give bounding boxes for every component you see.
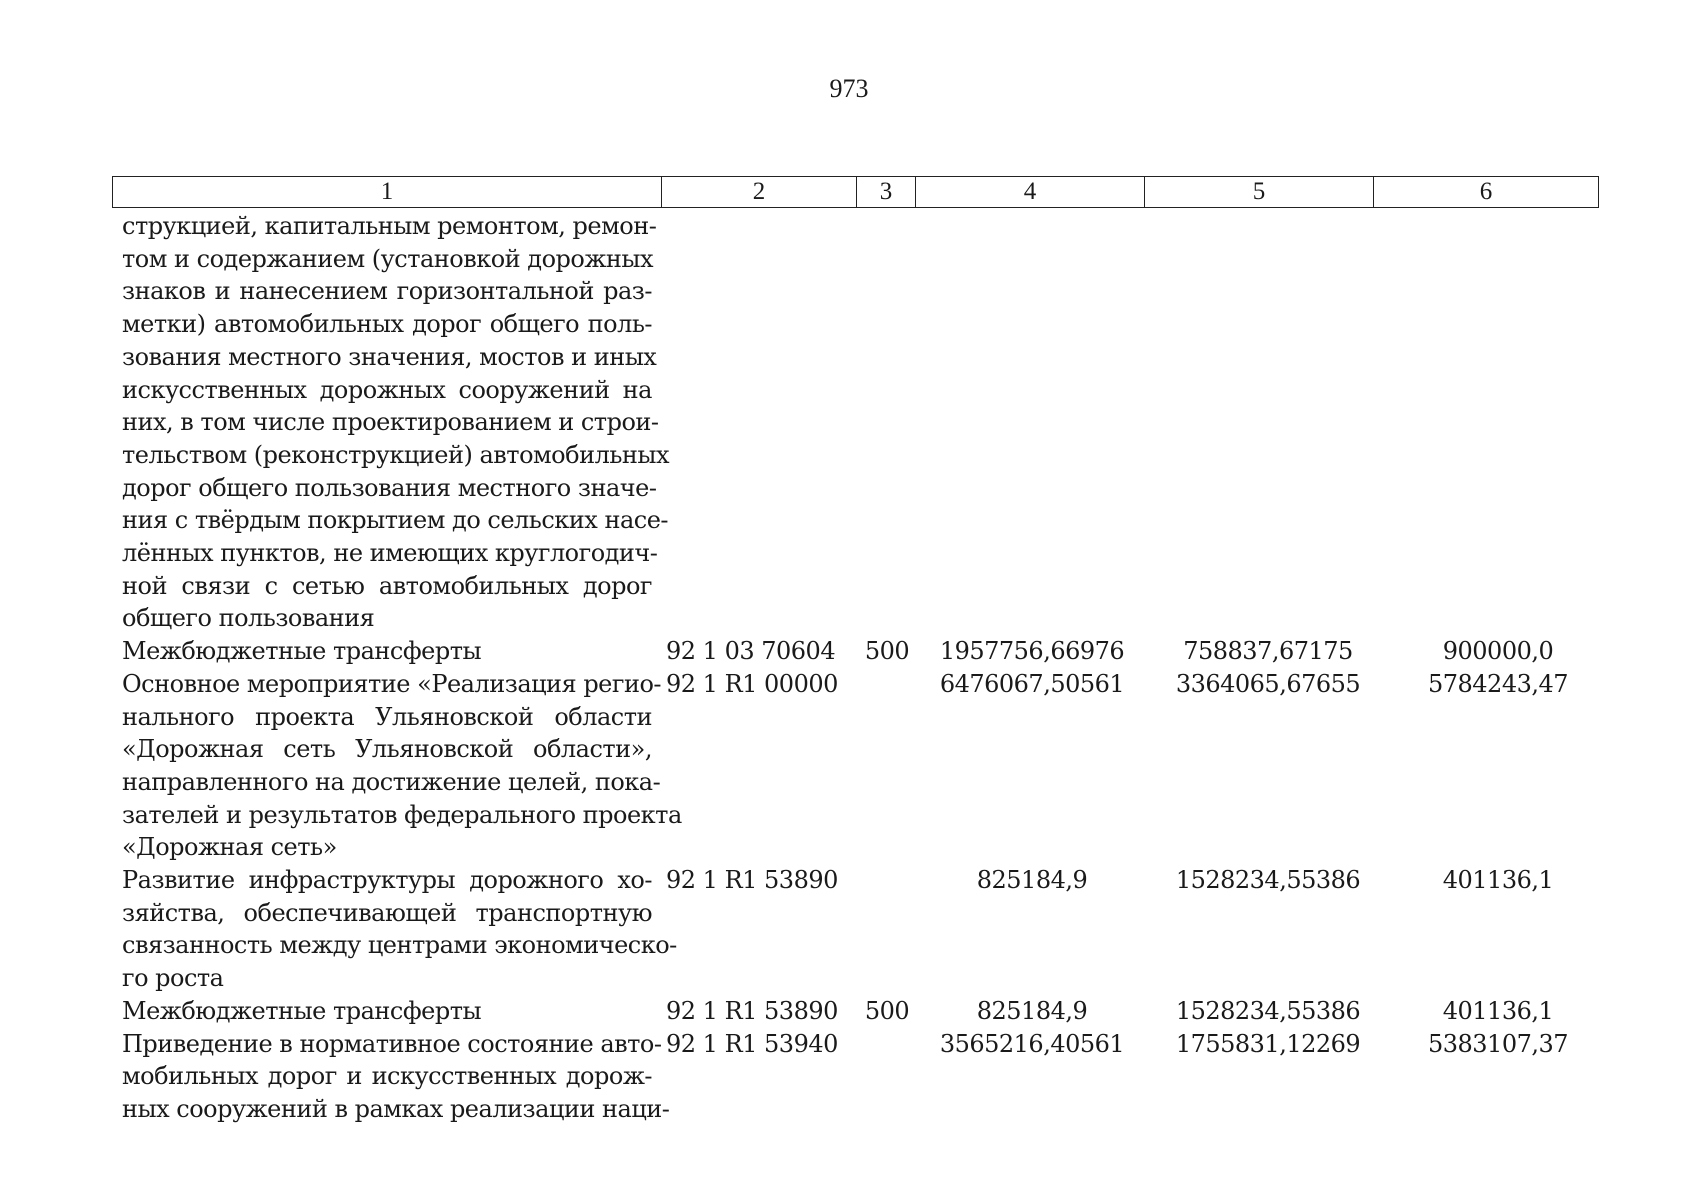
row-value-6: 401136,1: [1442, 866, 1554, 895]
row-value-4: 1957756,66976: [939, 637, 1125, 666]
budget-table-body: [112, 210, 1612, 1126]
description-line: зования местного значения, мостов и иных: [122, 342, 657, 371]
description-line: Межбюджетные трансферты: [122, 637, 482, 666]
table-row: [112, 210, 1612, 635]
description-line: связанность между центрами экономическо-: [122, 931, 677, 960]
row-code: 92 1 R1 53940: [666, 1029, 838, 1058]
row-value-6: 900000,0: [1442, 637, 1554, 666]
table-row: [112, 668, 1612, 864]
description-line: Развитие инфраструктуры дорожного хо-: [122, 866, 652, 895]
description-line: зателей и результатов федерального проекта: [122, 800, 682, 829]
row-value-4: 6476067,50561: [939, 669, 1125, 698]
column-header-4: 4: [916, 177, 1145, 208]
column-header-2: 2: [662, 177, 857, 208]
row-description: [112, 995, 652, 1028]
row-value-4: 825184,9: [976, 866, 1088, 895]
description-line: искусственных дорожных сооружений на: [122, 375, 652, 404]
table-row: [112, 635, 1612, 668]
column-header-row: [113, 177, 1599, 208]
row-value-5: 1528234,55386: [1175, 996, 1361, 1025]
row-expense-type: 500: [864, 996, 910, 1025]
description-line: зяйства, обеспечивающей транспортную: [122, 898, 652, 927]
row-description: [112, 668, 682, 864]
description-line: лённых пунктов, не имеющих круглогодич-: [122, 539, 658, 568]
table-row: [112, 864, 1612, 995]
row-description: [112, 1028, 670, 1126]
description-line: струкцией, капитальным ремонтом, ремон-: [122, 212, 657, 240]
description-line: Межбюджетные трансферты: [122, 996, 482, 1025]
row-value-5: 1755831,12269: [1175, 1029, 1361, 1058]
description-line: знаков и нанесением горизонтальной раз-: [122, 277, 652, 306]
row-value-5: 758837,67175: [1183, 637, 1353, 666]
row-code: 92 1 03 70604: [666, 637, 836, 666]
row-value-6: 5784243,47: [1427, 669, 1569, 698]
row-description: [112, 864, 677, 995]
description-line: «Дорожная сеть Ульяновской области»,: [122, 735, 652, 764]
description-line: Приведение в нормативное состояние авто-: [122, 1029, 662, 1058]
row-value-4: 3565216,40561: [939, 1029, 1125, 1058]
row-code: 92 1 R1 00000: [666, 669, 838, 698]
row-code: 92 1 R1 53890: [666, 996, 838, 1025]
row-value-5: 3364065,67655: [1175, 669, 1361, 698]
description-line: ной связи с сетью автомобильных дорог: [122, 571, 652, 600]
description-line: ния с твёрдым покрытием до сельских насе-: [122, 506, 669, 535]
description-line: ных сооружений в рамках реализации наци-: [122, 1094, 670, 1123]
description-line: направленного на достижение целей, пока-: [122, 767, 661, 796]
description-line: том и содержанием (установкой дорожных: [122, 244, 654, 273]
description-line: общего пользования: [122, 604, 375, 633]
column-header-table: [112, 176, 1599, 208]
row-description: [112, 635, 652, 668]
column-header-5: 5: [1145, 177, 1374, 208]
description-line: нального проекта Ульяновской области: [122, 702, 652, 731]
row-code: 92 1 R1 53890: [666, 866, 838, 895]
column-header-1: 1: [113, 177, 662, 208]
description-line: тельством (реконструкцией) автомобильных: [122, 440, 670, 469]
description-line: мобильных дорог и искусственных дорож-: [122, 1062, 652, 1091]
table-row: [112, 995, 1612, 1028]
description-line: Основное мероприятие «Реализация регио-: [122, 669, 662, 698]
column-header-3: 3: [857, 177, 916, 208]
row-value-6: 401136,1: [1442, 996, 1554, 1025]
description-line: них, в том числе проектированием и строи-: [122, 408, 659, 437]
row-value-6: 5383107,37: [1427, 1029, 1569, 1058]
description-line: го роста: [122, 964, 224, 993]
description-line: дорог общего пользования местного значе-: [122, 473, 657, 502]
table-row: [112, 1028, 1612, 1126]
page-number: 973: [829, 74, 869, 103]
description-line: метки) автомобильных дорог общего поль-: [122, 310, 652, 339]
row-expense-type: 500: [864, 637, 910, 666]
row-value-5: 1528234,55386: [1175, 866, 1361, 895]
description-line: «Дорожная сеть»: [122, 833, 337, 862]
column-header-6: 6: [1374, 177, 1599, 208]
row-description: [112, 210, 670, 635]
row-value-4: 825184,9: [976, 996, 1088, 1025]
